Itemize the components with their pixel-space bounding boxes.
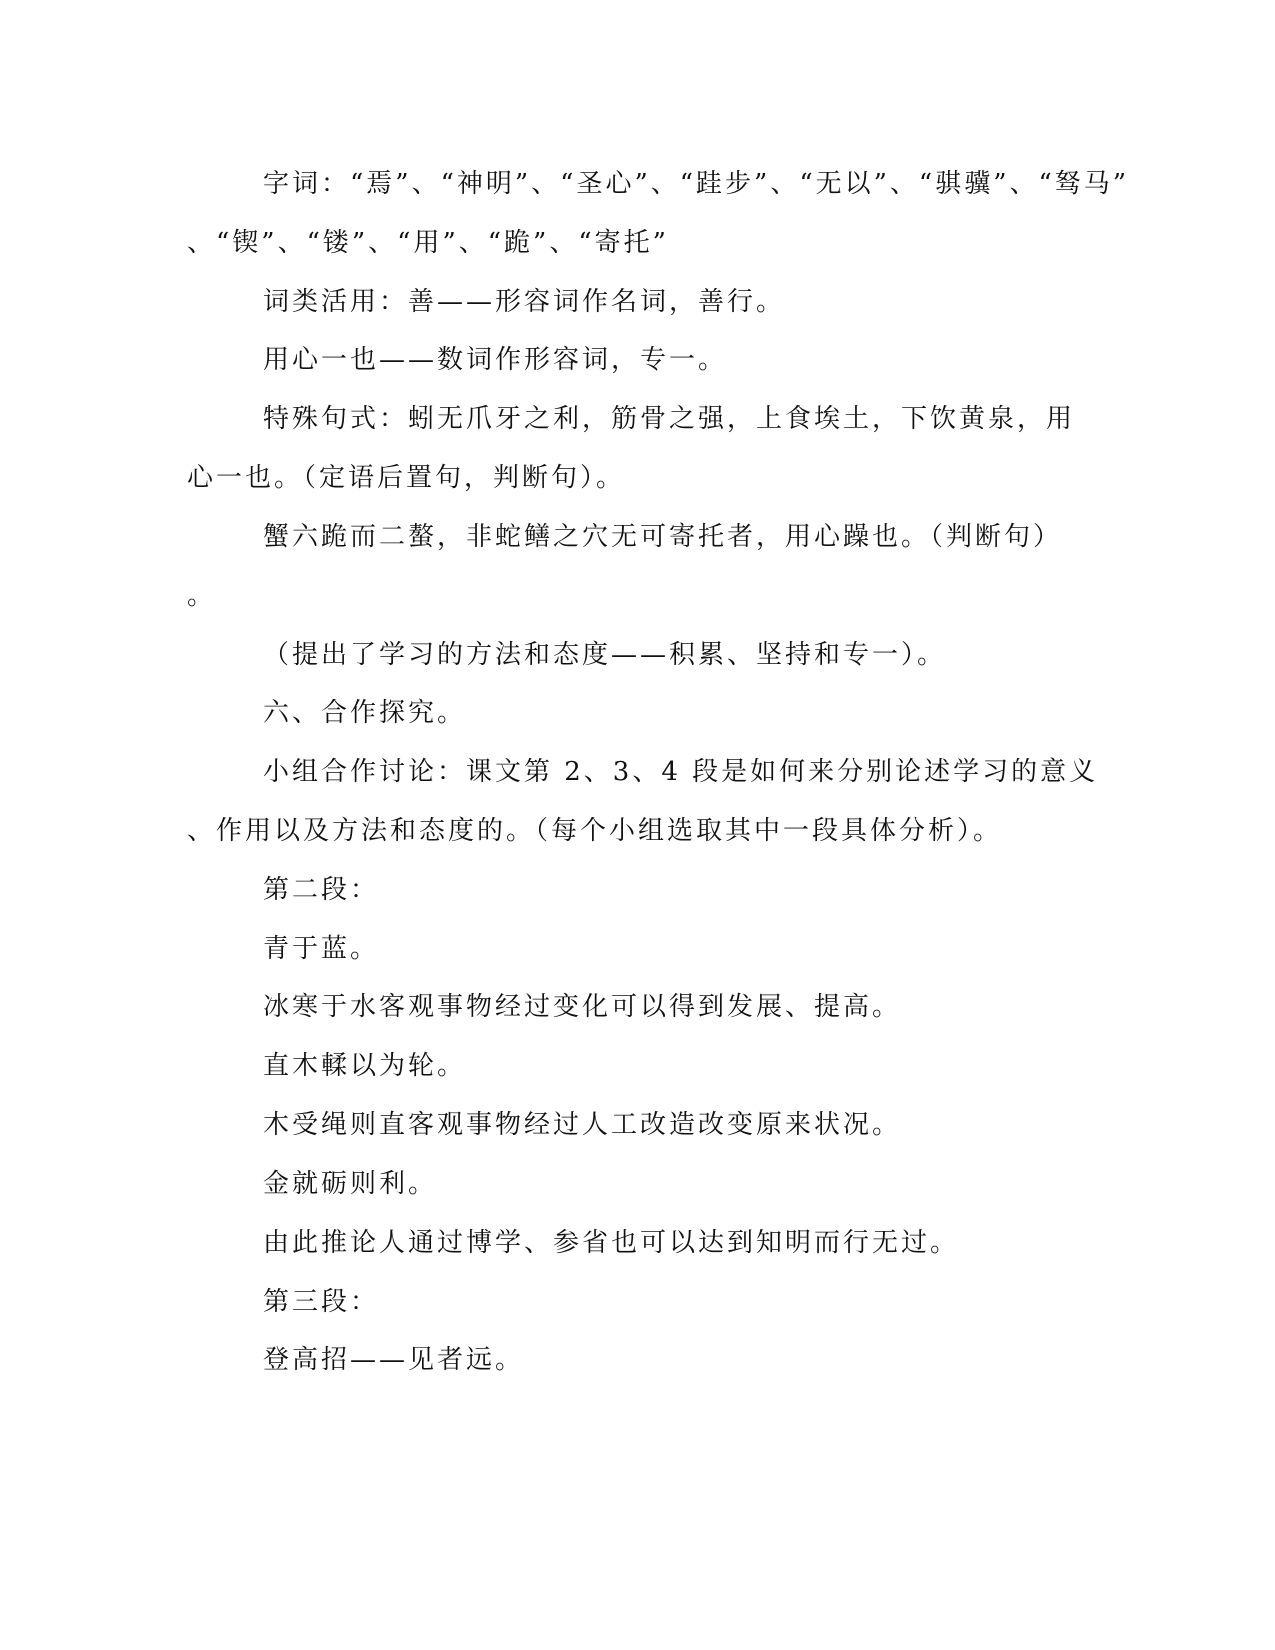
text-line: 。 [187, 581, 217, 611]
text-line: 、“锲”、“镂”、“用”、“跪”、“寄托” [187, 228, 669, 258]
text-line: 用心一也——数词作形容词，专一。 [263, 345, 728, 375]
text-line: 词类活用：善——形容词作名词，善行。 [263, 287, 786, 317]
text-line: 第二段： [263, 875, 380, 905]
text-line: 金就砺则利。 [263, 1169, 438, 1199]
text-line: 特殊句式：蚓无爪牙之利，筋骨之强，上食埃土，下饮黄泉，用 [263, 404, 1076, 434]
text-line: 、作用以及方法和态度的。（每个小组选取其中一段具体分析）。 [187, 816, 1003, 846]
text-line: 第三段： [263, 1287, 380, 1317]
text-line: 心一也。（定语后置句，判断句）。 [187, 463, 626, 493]
text-line: 小组合作讨论：课文第 2、3、4 段是如何来分别论述学习的意义 [263, 757, 1099, 787]
text-line: 蟹六跪而二螯，非蛇鳝之穴无可寄托者，用心躁也。（判断句） [263, 522, 1063, 552]
text-line: 由此推论人通过博学、参省也可以达到知明而行无过。 [263, 1228, 960, 1258]
text-line: 字词：“焉”、“神明”、“圣心”、“跬步”、“无以”、“骐骥”、“驽马” [263, 169, 1130, 199]
text-line: 冰寒于水客观事物经过变化可以得到发展、提高。 [263, 992, 902, 1022]
text-line: 木受绳则直客观事物经过人工改造改变原来状况。 [263, 1110, 902, 1140]
text-line: 登高招——见者远。 [263, 1345, 525, 1375]
text-line: 六、合作探究。 [263, 698, 467, 728]
text-line: （提出了学习的方法和态度——积累、坚持和专一）。 [263, 640, 947, 670]
text-line: 青于蓝。 [263, 934, 380, 964]
text-line: 直木輮以为轮。 [263, 1051, 467, 1081]
